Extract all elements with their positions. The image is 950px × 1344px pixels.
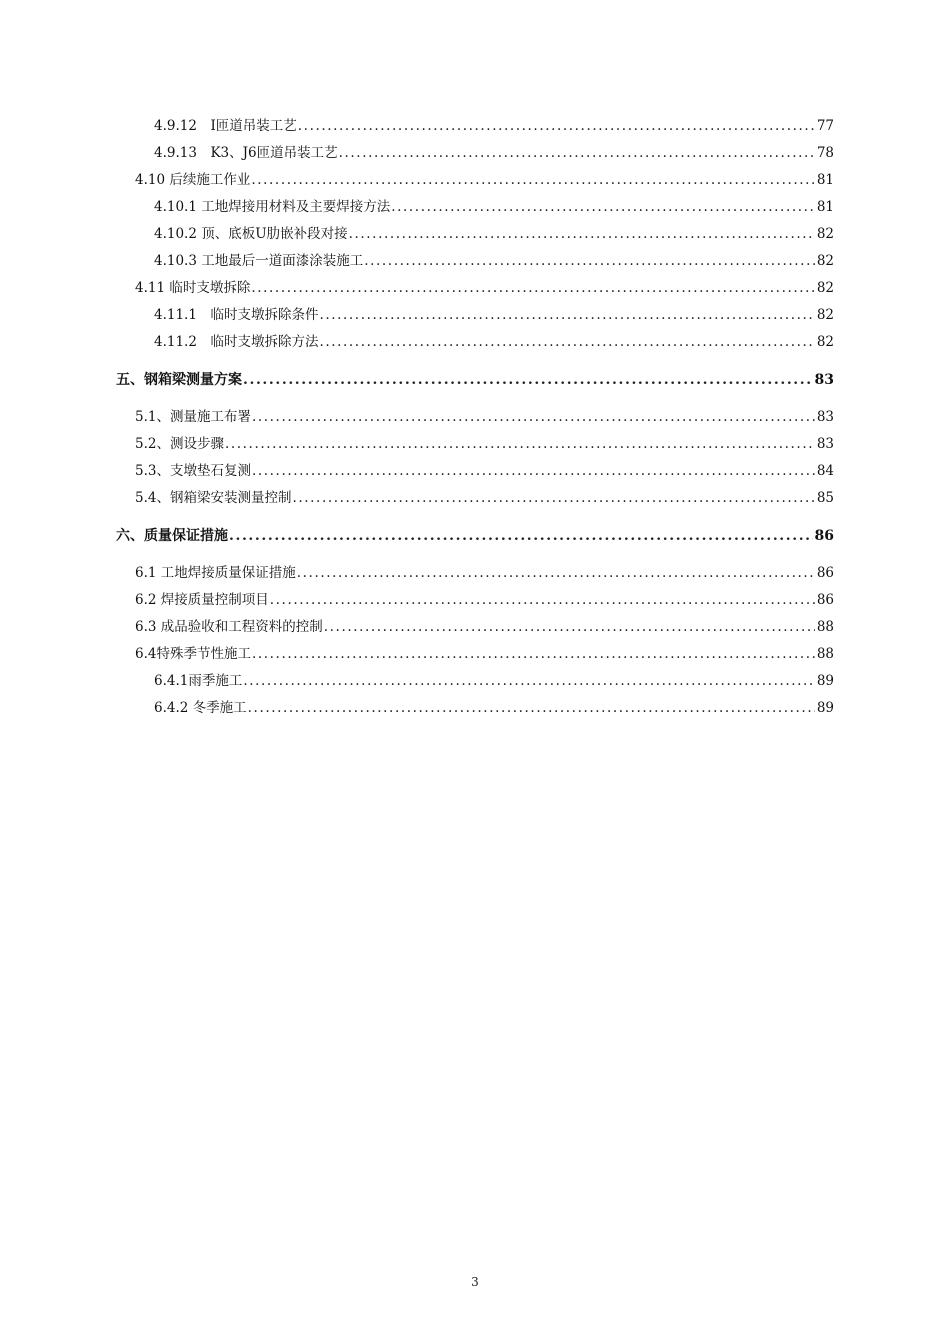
toc-entry[interactable] <box>135 434 834 454</box>
toc-leader <box>229 526 813 546</box>
toc-entry-label: 6.4.2 冬季施工 <box>154 700 247 716</box>
toc-entry-label: 4.10 后续施工作业 <box>135 172 251 188</box>
toc-leader <box>225 434 815 454</box>
toc-leader <box>324 617 815 637</box>
toc-entry-label: 6.4.1雨季施工 <box>154 673 243 689</box>
toc-entry[interactable] <box>154 143 834 163</box>
toc-entry[interactable] <box>135 590 834 610</box>
page-number: 3 <box>471 1275 479 1289</box>
toc-entry-label: 4.10.2 顶、底板U肋嵌补段对接 <box>154 226 348 242</box>
toc-entry-page: 82 <box>816 334 834 350</box>
toc-entry-page: 89 <box>816 673 834 689</box>
toc-entry-page: 89 <box>816 700 834 716</box>
toc-entry[interactable] <box>154 116 834 136</box>
toc-leader <box>243 370 813 390</box>
toc-entry[interactable] <box>135 644 834 664</box>
toc-entry[interactable] <box>154 305 834 325</box>
toc-entry-page: 82 <box>816 253 834 269</box>
toc-leader <box>292 488 814 508</box>
toc-entry-page: 82 <box>816 226 834 242</box>
toc-entry-page: 83 <box>816 409 834 425</box>
toc-entry-label: 6.3 成品验收和工程资料的控制 <box>135 619 323 635</box>
toc-entry[interactable] <box>154 671 834 691</box>
toc-entry-page: 86 <box>814 528 834 544</box>
toc-leader <box>251 170 814 190</box>
toc-entry-label: 5.2、测设步骤 <box>135 436 224 452</box>
toc-leader <box>251 278 814 298</box>
toc-entry-label: 6.2 焊接质量控制项目 <box>135 592 269 608</box>
toc-entry-label: 5.4、钢箱梁安装测量控制 <box>135 490 292 506</box>
toc-entry[interactable] <box>154 224 834 244</box>
toc-entry[interactable] <box>135 488 834 508</box>
toc-entry[interactable] <box>154 197 834 217</box>
toc-leader <box>349 224 815 244</box>
toc-entry-label: 4.10.1 工地焊接用材料及主要焊接方法 <box>154 199 391 215</box>
toc-entry-label: 6.1 工地焊接质量保证措施 <box>135 565 296 581</box>
toc-entry-label: 4.9.13 K3、J6匝道吊装工艺 <box>154 145 338 161</box>
toc-leader <box>243 671 814 691</box>
toc-leader <box>339 143 815 163</box>
toc-entry-label: 五、钢箱梁测量方案 <box>116 372 242 388</box>
toc-entry[interactable] <box>135 461 834 481</box>
toc-entry[interactable] <box>135 278 834 298</box>
toc-leader <box>391 197 815 217</box>
toc-entry[interactable] <box>154 251 834 271</box>
toc-entry-page: 83 <box>816 436 834 452</box>
toc-entry-page: 82 <box>816 307 834 323</box>
toc-entry-page: 81 <box>816 172 834 188</box>
toc-entry-label: 4.10.3 工地最后一道面漆涂装施工 <box>154 253 364 269</box>
toc-entry-page: 81 <box>816 199 834 215</box>
toc-chapter-entry[interactable] <box>116 526 834 546</box>
toc-leader <box>248 698 815 718</box>
toc-leader <box>252 461 815 481</box>
toc-leader <box>297 563 815 583</box>
toc-entry-label: 六、质量保证措施 <box>116 528 228 544</box>
toc-entry-page: 85 <box>816 490 834 506</box>
toc-entry-page: 88 <box>816 646 834 662</box>
toc-entry-page: 83 <box>814 372 834 388</box>
toc-entry[interactable] <box>135 617 834 637</box>
toc-entry-label: 6.4特殊季节性施工 <box>135 646 251 662</box>
toc-leader <box>298 116 815 136</box>
toc-entry-label: 5.1、测量施工布署 <box>135 409 251 425</box>
toc-entry-page: 86 <box>816 565 834 581</box>
toc-entry-label: 4.11.2 临时支墩拆除方法 <box>154 334 319 350</box>
toc-entry[interactable] <box>135 563 834 583</box>
toc-entry-page: 86 <box>816 592 834 608</box>
toc-entry-page: 88 <box>816 619 834 635</box>
toc-leader <box>319 332 814 352</box>
toc-entry-page: 84 <box>816 463 834 479</box>
toc-leader <box>252 644 815 664</box>
toc-leader <box>270 590 815 610</box>
toc-leader <box>252 407 815 427</box>
toc-entry[interactable] <box>154 698 834 718</box>
toc-entry[interactable] <box>135 170 834 190</box>
toc-entry-label: 5.3、支墩垫石复测 <box>135 463 251 479</box>
toc-leader <box>364 251 815 271</box>
toc-leader <box>319 305 814 325</box>
toc-entry[interactable] <box>135 407 834 427</box>
toc-entry[interactable] <box>154 332 834 352</box>
toc-entry-page: 82 <box>816 280 834 296</box>
toc-entry-page: 77 <box>816 118 834 134</box>
toc-entry-label: 4.11 临时支墩拆除 <box>135 280 251 296</box>
toc-chapter-entry[interactable] <box>116 370 834 390</box>
toc-entry-page: 78 <box>816 145 834 161</box>
toc-entry-label: 4.11.1 临时支墩拆除条件 <box>154 307 319 323</box>
toc-entry-label: 4.9.12 I匝道吊装工艺 <box>154 118 297 134</box>
